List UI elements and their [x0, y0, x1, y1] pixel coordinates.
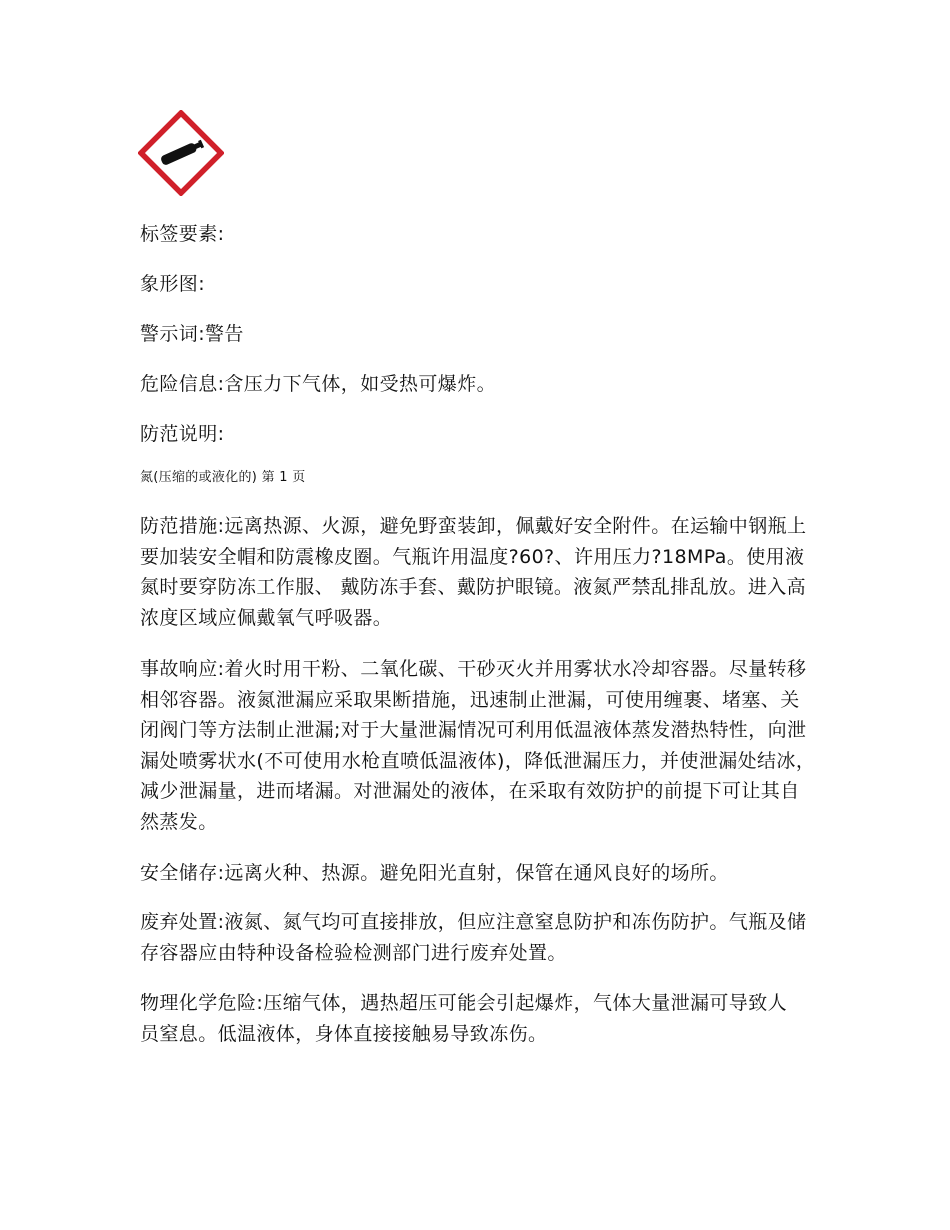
hazard-information: 危险信息:含压力下气体，如受热可爆炸。 — [140, 373, 497, 395]
disposal-paragraph — [140, 907, 820, 968]
response-paragraph — [140, 654, 820, 838]
physical-chemical-hazard-paragraph — [140, 988, 820, 1049]
pictogram-label: 象形图: — [140, 273, 206, 295]
paragraph-line: 氮时要穿防冻工作服、 戴防冻手套、戴防护眼镜。液氮严禁乱排乱放。进入高 — [140, 576, 807, 599]
label-elements-heading: 标签要素: — [140, 223, 225, 245]
paragraph-line: 物理化学危险:压缩气体，遇热超压可能会引起爆炸，气体大量泄漏可导致人 — [140, 992, 788, 1014]
paragraph-line: 防范措施:远离热源、火源，避免野蛮装卸，佩戴好安全附件。在运输中钢瓶上 — [140, 515, 807, 537]
paragraph-line: 减少泄漏量，进而堵漏。对泄漏处的液体，在采取有效防护的前提下可让其自 — [140, 780, 800, 803]
paragraph-line: 然蒸发。 — [140, 810, 218, 833]
paragraph-line: 员窒息。低温液体，身体直接接触易导致冻伤。 — [140, 1022, 548, 1045]
paragraph-line: 漏处喷雾状水(不可使用水枪直喷低温液体)，降低泄漏压力，并使泄漏处结冰， — [140, 749, 816, 772]
paragraph-line: 闭阀门等方法制止泄漏;对于大量泄漏情况可利用低温液体蒸发潜热特性，向泄 — [140, 719, 807, 742]
paragraph-line: 废弃处置:液氮、氮气均可直接排放，但应注意窒息防护和冻伤防护。气瓶及储 — [140, 911, 807, 933]
gas-cylinder-icon — [138, 110, 224, 196]
paragraph-line: 要加装安全帽和防震橡皮圈。气瓶许用温度?60?、许用压力?18MPa。使用液 — [140, 545, 805, 568]
paragraph-line: 相邻容器。液氮泄漏应采取果断措施，迅速制止泄漏，可使用缠裹、堵塞、关 — [140, 688, 800, 711]
precaution-title: 防范说明: — [140, 423, 225, 445]
paragraph-line: 浓度区域应佩戴氧气呼吸器。 — [140, 606, 393, 629]
paragraph-line: 存容器应由特种设备检验检测部门进行废弃处置。 — [140, 941, 567, 964]
signal-word: 警示词:警告 — [140, 323, 244, 345]
paragraph-line: 安全储存:远离火种、热源。避免阳光直射，保管在通风良好的场所。 — [140, 862, 729, 884]
page-footer: 氮(压缩的或液化的) 第 1 页 — [140, 470, 306, 485]
paragraph-line: 事故响应:着火时用干粉、二氧化碳、干砂灭火并用雾状水冷却容器。尽量转移 — [140, 658, 807, 680]
prevention-paragraph — [140, 511, 820, 633]
storage-paragraph — [140, 858, 820, 889]
